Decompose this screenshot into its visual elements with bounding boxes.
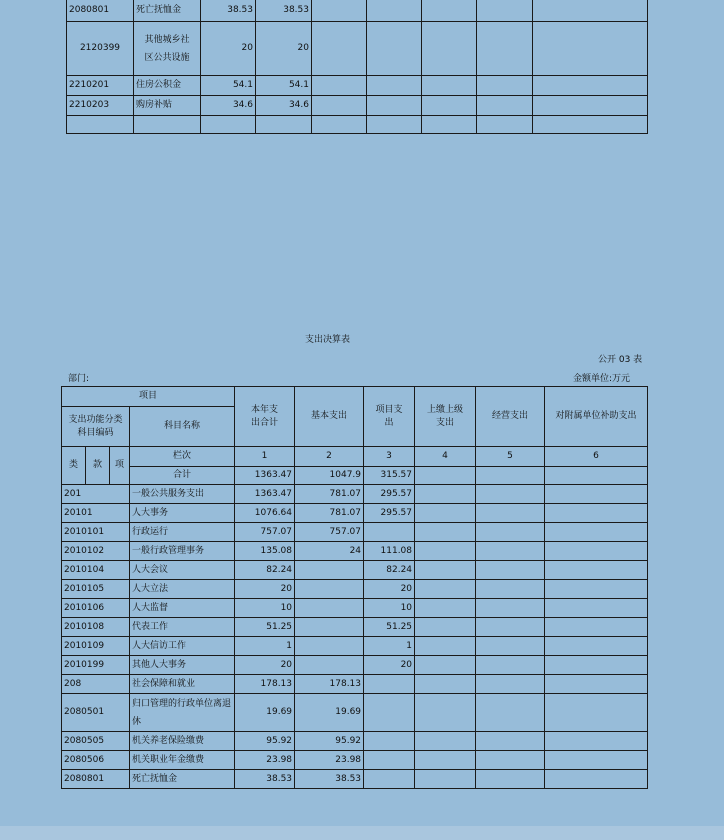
row-total: 20 — [235, 580, 295, 599]
row-code: 2010101 — [62, 523, 130, 542]
row-basic: 20 — [256, 22, 312, 76]
row-name: 机关养老保险缴费 — [130, 732, 235, 751]
row-basic: 23.98 — [295, 751, 364, 770]
row-code: 2210203 — [67, 96, 134, 116]
row-basic: 757.07 — [295, 523, 364, 542]
row-project — [364, 732, 415, 751]
row-project — [364, 770, 415, 789]
header-subsidy: 对附属单位补助支出 — [545, 387, 648, 447]
row-name: 机关职业年金缴费 — [130, 751, 235, 770]
row-total: 19.69 — [235, 694, 295, 732]
table-row — [62, 732, 648, 751]
row-name: 人大会议 — [130, 561, 235, 580]
header-project: 项目支出 — [364, 387, 415, 447]
form-number: 公开 03 表 — [598, 355, 643, 365]
empty-row — [67, 116, 648, 134]
table-title: 支出决算表 — [305, 335, 351, 345]
sum-total: 1363.47 — [235, 467, 295, 485]
row-code: 2080505 — [62, 732, 130, 751]
row-code: 2010104 — [62, 561, 130, 580]
row-basic — [295, 656, 364, 675]
header-basic: 基本支出 — [295, 387, 364, 447]
header-func-code: 支出功能分类科目编码 — [62, 407, 130, 447]
row-project — [364, 675, 415, 694]
table-row — [62, 770, 648, 789]
header-lanci: 栏次 — [130, 447, 235, 467]
row-project: 295.57 — [364, 485, 415, 504]
row-basic: 38.53 — [295, 770, 364, 789]
table-row — [62, 694, 648, 732]
table-row — [67, 22, 648, 76]
row-basic — [295, 637, 364, 656]
row-code: 2010199 — [62, 656, 130, 675]
row-name: 人大信访工作 — [130, 637, 235, 656]
col-number-2: 2 — [295, 447, 364, 467]
row-project: 111.08 — [364, 542, 415, 561]
row-code: 2010102 — [62, 542, 130, 561]
amount-unit-label: 金额单位:万元 — [573, 374, 631, 384]
row-code: 2210201 — [67, 76, 134, 96]
row-code: 2010105 — [62, 580, 130, 599]
row-basic: 54.1 — [256, 76, 312, 96]
row-name: 死亡抚恤金 — [134, 0, 201, 22]
row-code: 2080801 — [67, 0, 134, 22]
col-number-5: 5 — [476, 447, 545, 467]
row-name: 代表工作 — [130, 618, 235, 637]
row-code: 2010108 — [62, 618, 130, 637]
header-business: 经营支出 — [476, 387, 545, 447]
row-total: 10 — [235, 599, 295, 618]
sum-label: 合计 — [130, 467, 235, 485]
table-row — [62, 656, 648, 675]
row-name: 人大事务 — [130, 504, 235, 523]
table-row — [67, 76, 648, 96]
row-project — [364, 523, 415, 542]
row-name: 一般行政管理事务 — [130, 542, 235, 561]
row-total: 1363.47 — [235, 485, 295, 504]
row-name: 归口管理的行政单位离退休 — [130, 694, 235, 732]
row-name: 人大监督 — [130, 599, 235, 618]
row-total: 20 — [201, 22, 256, 76]
table-row — [62, 485, 648, 504]
previous-page-table — [66, 0, 648, 134]
row-total: 51.25 — [235, 618, 295, 637]
row-name: 死亡抚恤金 — [130, 770, 235, 789]
header-kuan: 款 — [86, 447, 110, 485]
row-total: 38.53 — [235, 770, 295, 789]
row-project: 20 — [364, 580, 415, 599]
row-basic — [295, 618, 364, 637]
page-bottom-strip — [0, 826, 724, 840]
row-total: 38.53 — [201, 0, 256, 22]
row-total: 95.92 — [235, 732, 295, 751]
header-xiang: 项 — [110, 447, 130, 485]
department-label: 部门: — [68, 374, 90, 384]
row-code: 2080801 — [62, 770, 130, 789]
row-name: 其他城乡社区公共设施 — [134, 22, 201, 76]
row-basic — [295, 599, 364, 618]
row-project: 51.25 — [364, 618, 415, 637]
table-row — [67, 0, 648, 22]
row-basic: 781.07 — [295, 504, 364, 523]
row-basic: 178.13 — [295, 675, 364, 694]
row-code: 2080506 — [62, 751, 130, 770]
row-basic: 34.6 — [256, 96, 312, 116]
row-total: 82.24 — [235, 561, 295, 580]
table-row — [67, 96, 648, 116]
row-name: 一般公共服务支出 — [130, 485, 235, 504]
row-name: 其他人大事务 — [130, 656, 235, 675]
row-project: 1 — [364, 637, 415, 656]
header-subject-name: 科目名称 — [130, 407, 235, 447]
row-total: 135.08 — [235, 542, 295, 561]
row-name: 行政运行 — [130, 523, 235, 542]
row-basic — [295, 580, 364, 599]
row-total: 34.6 — [201, 96, 256, 116]
row-total: 178.13 — [235, 675, 295, 694]
row-project: 82.24 — [364, 561, 415, 580]
row-code: 2010106 — [62, 599, 130, 618]
col-number-4: 4 — [415, 447, 476, 467]
row-name: 住房公积金 — [134, 76, 201, 96]
row-code: 2010109 — [62, 637, 130, 656]
row-project: 20 — [364, 656, 415, 675]
table-row — [62, 580, 648, 599]
table-row — [62, 523, 648, 542]
header-xiangmu: 项目 — [62, 387, 235, 407]
header-lei: 类 — [62, 447, 86, 485]
row-basic: 38.53 — [256, 0, 312, 22]
row-basic: 24 — [295, 542, 364, 561]
row-basic: 95.92 — [295, 732, 364, 751]
table-row — [62, 561, 648, 580]
table-row — [62, 675, 648, 694]
row-total: 20 — [235, 656, 295, 675]
row-basic — [295, 561, 364, 580]
header-total: 本年支出合计 — [235, 387, 295, 447]
expenditure-table — [61, 386, 648, 789]
row-code: 2080501 — [62, 694, 130, 732]
row-project: 295.57 — [364, 504, 415, 523]
row-code: 208 — [62, 675, 130, 694]
row-total: 1 — [235, 637, 295, 656]
sum-project: 315.57 — [364, 467, 415, 485]
table-row — [62, 751, 648, 770]
row-total: 757.07 — [235, 523, 295, 542]
table-row — [62, 504, 648, 523]
row-total: 54.1 — [201, 76, 256, 96]
sum-basic: 1047.9 — [295, 467, 364, 485]
row-code: 201 — [62, 485, 130, 504]
row-basic: 781.07 — [295, 485, 364, 504]
row-project: 10 — [364, 599, 415, 618]
row-name: 人大立法 — [130, 580, 235, 599]
header-upper: 上缴上级支出 — [415, 387, 476, 447]
row-total: 23.98 — [235, 751, 295, 770]
row-basic: 19.69 — [295, 694, 364, 732]
row-project — [364, 694, 415, 732]
row-total: 1076.64 — [235, 504, 295, 523]
table-row — [62, 542, 648, 561]
row-code: 2120399 — [67, 22, 134, 76]
col-number-1: 1 — [235, 447, 295, 467]
row-project — [364, 751, 415, 770]
row-name: 社会保障和就业 — [130, 675, 235, 694]
table-row — [62, 637, 648, 656]
col-number-6: 6 — [545, 447, 648, 467]
table-row — [62, 618, 648, 637]
row-code: 20101 — [62, 504, 130, 523]
table-row — [62, 599, 648, 618]
row-name: 购房补贴 — [134, 96, 201, 116]
col-number-3: 3 — [364, 447, 415, 467]
